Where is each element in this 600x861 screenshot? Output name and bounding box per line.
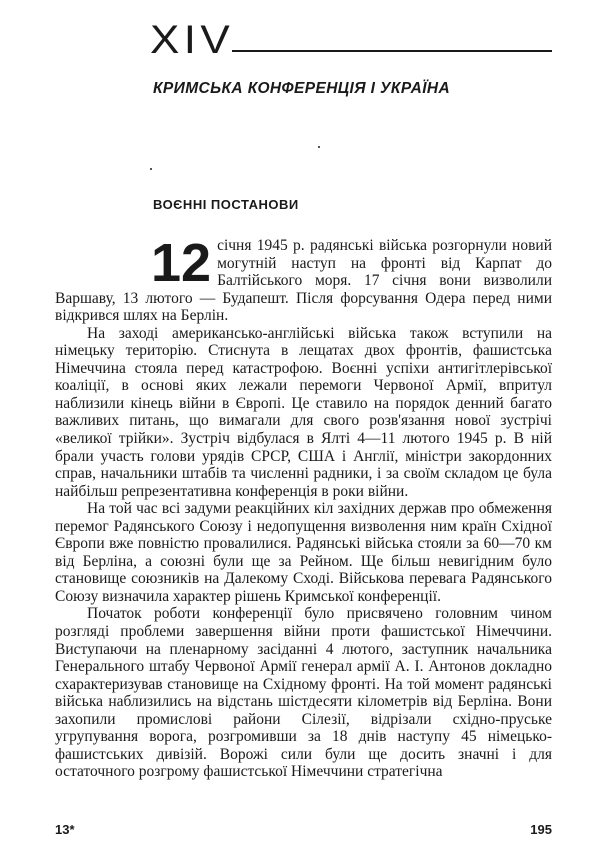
body-text: [55, 233, 552, 781]
paragraph: Початок роботи конференції було присвячено головним чином розгляді проблеми завершення війни проти фашистської Німеччини. Виступаючи на пленарному засіданні 4 лютого, заступник начальника Генерального штабу Червоної Армії генерал армії А. І. Антонов докладно схарактеризував становище на Східному фронті. На той момент радянські війська наблизились на відстань шістдесяти кілометрів від Берліна. Вони захопили промислові райони Сілезії, відрізали східно-пруське угрупування ворога, розгромивши за 18 днів наступу 45 німецько-фашистських дивізій. Ворожі сили були ще досить значні і для остаточного розгрому фашистської Німеччини стратегічна: [55, 605, 552, 781]
signature-mark: 13*: [55, 822, 75, 837]
paragraph-text: січня 1945 р. радянські війська розгорнули новий могутній наступ на фронті від Карпат до Балтійського моря. 17 січня вони визволили Варшаву, 13 лютого — Будапешт. Після форсування Одера перед ними відкрився шлях на Берлін.: [55, 237, 552, 325]
print-speck: [150, 168, 152, 170]
paragraph: На заході американсько-англійські війська також вступили на німецьку територію. Стиснута в лещатах двох фронтів, фашистська Німеччина стояла перед катастрофою. Воєнні успіхи антигітлерівської коаліції, в основі яких лежали перемоги Червоної Армії, впритул наблизили кінець війни в Європі. Це ставило на порядок денний багато важливих питань, що вимагали для свого розв'язання нової зустрічі «великої трійки». Зустріч відбулася в Ялті 4—11 лютого 1945 р. В ній брали участь голови урядів СРСР, США і Англії, міністри закордонних справ, начальники штабів та численні радники, і за своїм складом це була найбільш репрезентативна конференція в роки війни.: [55, 324, 552, 500]
chapter-rule: [232, 50, 552, 52]
page-number: 195: [530, 822, 552, 837]
chapter-title: КРИМСЬКА КОНФЕРЕНЦІЯ І УКРАЇНА: [153, 80, 451, 97]
section-title: ВОЄННІ ПОСТАНОВИ: [153, 197, 299, 212]
paragraph: [55, 233, 552, 325]
print-speck: [318, 146, 320, 148]
drop-cap: 12: [151, 233, 212, 293]
paragraph: На той час всі задуми реакційних кіл західних держав про обмеження перемог Радянського Союзу і недопущення визволення ним країн Східної Європи вже повністю провалилися. Радянські війська стояли за 60—70 км від Берліна, а союзні були ще за Рейном. Ще більш невигідним було становище союзників на Далекому Сході. Військова перевага Радянського Союзу визначила характер рішень Кримської конференції.: [55, 500, 552, 605]
chapter-number: XIV: [150, 18, 235, 62]
